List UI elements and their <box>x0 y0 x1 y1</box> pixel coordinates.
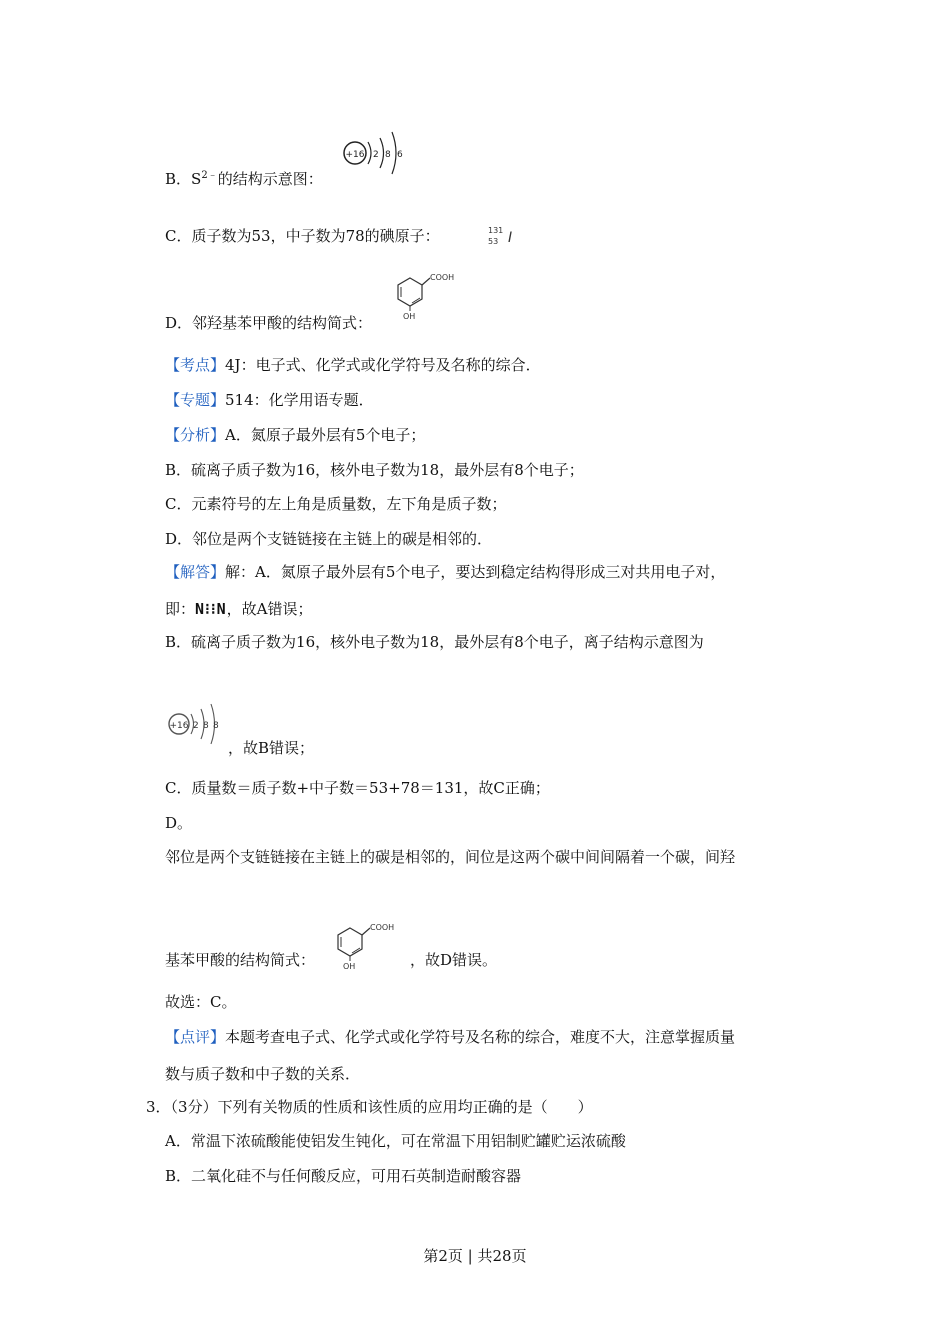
svg-text:OH: OH <box>343 962 356 970</box>
iodine-isotope-notation <box>486 224 522 248</box>
jieda-line-b2: ，故B错误； <box>228 739 315 757</box>
jieda-line-d2: 邻位是两个支链链接在主链上的碳是相邻的，间位是这两个碳中间间隔着一个碳，间羟 <box>165 848 736 866</box>
fenxi-line-a: 【分析】A．氮原子最外层有5个电子； <box>165 426 426 444</box>
kaodian-line: 【考点】4J：电子式、化学式或化学符号及名称的综合． <box>165 356 541 374</box>
svg-text:2: 2 <box>373 150 379 160</box>
zhuanti-tag: 【专题】 <box>165 391 226 409</box>
dianping-line-2: 数与质子数和中子数的关系． <box>165 1065 361 1083</box>
sulfur-ion-diagram-wrong <box>340 128 410 178</box>
svg-text:+16: +16 <box>169 721 189 731</box>
n2-electron-formula: N⁝⁝N <box>195 600 227 618</box>
option-d: D．邻羟基苯甲酸的结构简式： <box>165 314 373 332</box>
jieda-tag: 【解答】 <box>165 563 226 581</box>
sulfur-ion-diagram-correct <box>165 700 225 748</box>
jieda-line-c: C．质量数＝质子数+中子数＝53+78＝131，故C正确； <box>165 779 550 797</box>
svg-text:8: 8 <box>203 721 209 731</box>
svg-text:53: 53 <box>488 237 499 246</box>
zhuanti-line: 【专题】514：化学用语专题． <box>165 391 374 409</box>
option-b: B．$S^{2﹣}$的结构示意图： <box>165 170 323 188</box>
hydroxybenzoic-acid-structure <box>390 268 465 320</box>
jieda-line-b: B．硫离子质子数为16，核外电子数为18，最外层有8个电子，离子结构示意图为 <box>165 633 704 651</box>
svg-text:I: I <box>508 230 513 246</box>
fenxi-tag: 【分析】 <box>165 426 226 444</box>
svg-text:8: 8 <box>385 150 391 160</box>
svg-text:2: 2 <box>193 721 199 731</box>
jieda-answer: 故选：C。 <box>165 993 237 1011</box>
jieda-line-a2: 即：N⁝⁝N，故A错误； <box>165 600 313 618</box>
svg-text:COOH: COOH <box>430 273 455 282</box>
question-3-option-b: B．二氧化硅不与任何酸反应，可用石英制造耐酸容器 <box>165 1167 522 1185</box>
dianping-line: 【点评】本题考查电子式、化学式或化学符号及名称的综合，难度不大，注意掌握质量 <box>165 1028 736 1046</box>
option-c: C．质子数为53，中子数为78的碘原子： <box>165 227 440 245</box>
svg-text:6: 6 <box>397 150 403 160</box>
question-3-option-a: A．常温下浓硫酸能使铝发生钝化，可在常温下用铝制贮罐贮运浓硫酸 <box>165 1132 626 1150</box>
dianping-tag: 【点评】 <box>165 1028 226 1046</box>
fenxi-line-c: C．元素符号的左上角是质量数，左下角是质子数； <box>165 495 507 513</box>
svg-text:COOH: COOH <box>370 923 395 932</box>
page-footer: 第2页 | 共28页 <box>423 1247 527 1265</box>
fenxi-line-b: B．硫离子质子数为16，核外电子数为18，最外层有8个电子； <box>165 461 584 479</box>
jieda-line-a: 【解答】解：A．氮原子最外层有5个电子，要达到稳定结构得形成三对共用电子对， <box>165 563 726 581</box>
hydroxybenzoic-acid-structure-2 <box>330 918 405 970</box>
svg-text:8: 8 <box>213 721 219 731</box>
kaodian-tag: 【考点】 <box>165 356 226 374</box>
svg-text:+16: +16 <box>345 150 365 160</box>
jieda-line-d: D。 <box>165 814 193 832</box>
svg-text:131: 131 <box>488 226 504 235</box>
svg-text:OH: OH <box>403 312 416 320</box>
jieda-line-d3-prefix: 基苯甲酸的结构简式： <box>165 951 316 969</box>
jieda-line-d3-suffix: ，故D错误。 <box>410 951 498 969</box>
question-3-stem: 3．（3分）下列有关物质的性质和该性质的应用均正确的是（ ） <box>146 1098 593 1116</box>
fenxi-line-d: D．邻位是两个支链链接在主链上的碳是相邻的． <box>165 530 493 548</box>
